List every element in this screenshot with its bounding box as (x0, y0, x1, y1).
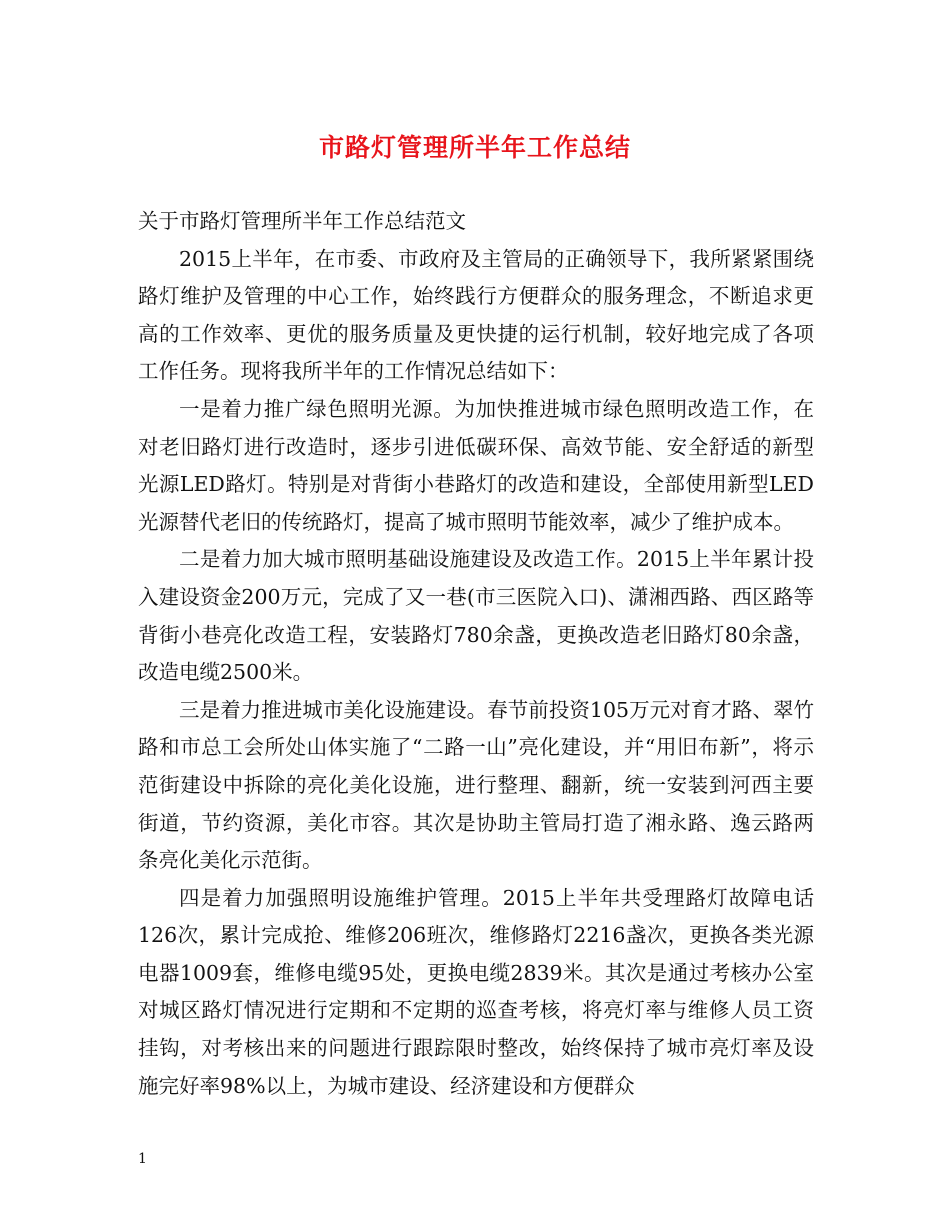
paragraph-maintenance: 四是着力加强照明设施维护管理。2015上半年共受理路灯故障电话126次，累计完成抢、维修206班次，维修路灯2216盏次，更换各类光源电器1009套，维修电缆95处，更换电缆2839米。其次是通过考核办公室对城区路灯情况进行定期和不定期的巡查考核，将亮灯率与维修人员工资挂钩，对考核出来的问题进行跟踪限时整改，始终保持了城市亮灯率及设施完好率98%以上，为城市建设、经济建设和方便群众 (138, 885, 814, 1098)
paragraph-intro: 2015上半年，在市委、市政府及主管局的正确领导下，我所紧紧围绕路灯维护及管理的中心工作，始终践行方便群众的服务理念，不断追求更高的工作效率、更优的服务质量及更快捷的运行机制，较好地完成了各项工作任务。现将我所半年的工作情况总结如下： (138, 246, 814, 384)
page-number: 1 (138, 1151, 147, 1167)
paragraph-beautification: 三是着力推进城市美化设施建设。春节前投资105万元对育才路、翠竹路和市总工会所处山体实施了“二路一山”亮化建设，并“用旧布新”，将示范街建设中拆除的亮化美化设施，进行整理、翻新，统一安装到河西主要街道，节约资源，美化市容。其次是协助主管局打造了湘永路、逸云路两条亮化美化示范街。 (138, 697, 814, 873)
paragraph-green-lighting: 一是着力推广绿色照明光源。为加快推进城市绿色照明改造工作，在对老旧路灯进行改造时，逐步引进低碳环保、高效节能、安全舒适的新型光源LED路灯。特别是对背街小巷路灯的改造和建设，全部使用新型LED光源替代老旧的传统路灯，提高了城市照明节能效率，减少了维护成本。 (138, 396, 814, 534)
document-subtitle: 关于市路灯管理所半年工作总结范文 (138, 209, 466, 233)
document-title: 市路灯管理所半年工作总结 (318, 133, 631, 162)
document-body (138, 203, 814, 1105)
paragraph-infrastructure: 二是着力加大城市照明基础设施建设及改造工作。2015上半年累计投入建设资金200万元，完成了又一巷(市三医院入口)、潇湘西路、西区路等背街小巷亮化改造工程，安装路灯780余盏，更换改造老旧路灯80余盏，改造电缆2500米。 (138, 547, 814, 685)
